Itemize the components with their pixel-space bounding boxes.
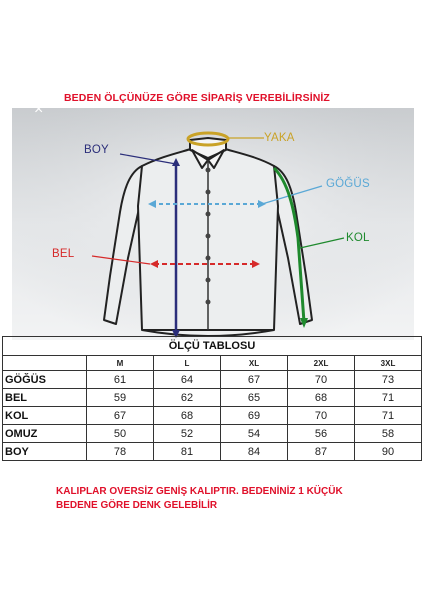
table-cell: 78 [87,443,154,461]
row-label: BOY [3,443,87,461]
table-cell: 56 [288,425,355,443]
table-cell: 68 [288,389,355,407]
table-cell: 71 [355,407,422,425]
table-row [3,425,422,443]
row-label: OMUZ [3,425,87,443]
table-cell: 90 [355,443,422,461]
table-cell: 64 [154,371,221,389]
label-boy: BOY [84,144,109,156]
size-header: L [154,356,221,371]
table-cell: 58 [355,425,422,443]
fit-note [56,485,376,513]
table-cell: 70 [288,371,355,389]
size-header: 2XL [288,356,355,371]
table-cell: 84 [221,443,288,461]
label-gogus: GÖĞÜS [326,178,370,190]
table-row [3,371,422,389]
size-header: XL [221,356,288,371]
size-table [2,336,422,461]
label-bel: BEL [52,248,75,260]
table-row [3,407,422,425]
size-header: 3XL [355,356,422,371]
table-cell: 70 [288,407,355,425]
table-cell: 59 [87,389,154,407]
table-cell: 81 [154,443,221,461]
table-cell: 87 [288,443,355,461]
table-title: ÖLÇÜ TABLOSU [3,337,422,356]
size-header: M [87,356,154,371]
row-label: KOL [3,407,87,425]
table-cell: 67 [87,407,154,425]
page-heading: BEDEN ÖLÇÜNÜZE GÖRE SİPARİŞ VEREBİLİRSİNİZ [64,92,330,104]
table-cell: 71 [355,389,422,407]
label-yaka: YAKA [264,132,295,144]
close-icon[interactable]: × [34,101,44,118]
fit-note-line: BEDENE GÖRE DENK GELEBİLİR [56,500,218,511]
table-cell: 65 [221,389,288,407]
table-cell: 67 [221,371,288,389]
label-kol: KOL [346,232,370,244]
table-row [3,443,422,461]
table-cell: 52 [154,425,221,443]
table-cell: 54 [221,425,288,443]
row-label: GÖĞÜS [3,371,87,389]
table-cell: 73 [355,371,422,389]
table-cell: 68 [154,407,221,425]
fit-note-line: KALIPLAR OVERSİZ GENİŞ KALIPTIR. BEDENİNİZ 1 KÜÇÜK [56,486,343,497]
table-row [3,389,422,407]
row-label: BEL [3,389,87,407]
shirt-measurement-figure [12,101,414,340]
size-header-row [3,356,422,371]
table-cell: 61 [87,371,154,389]
table-cell: 50 [87,425,154,443]
table-cell: 69 [221,407,288,425]
shirt-illustration [12,108,414,340]
table-cell: 62 [154,389,221,407]
